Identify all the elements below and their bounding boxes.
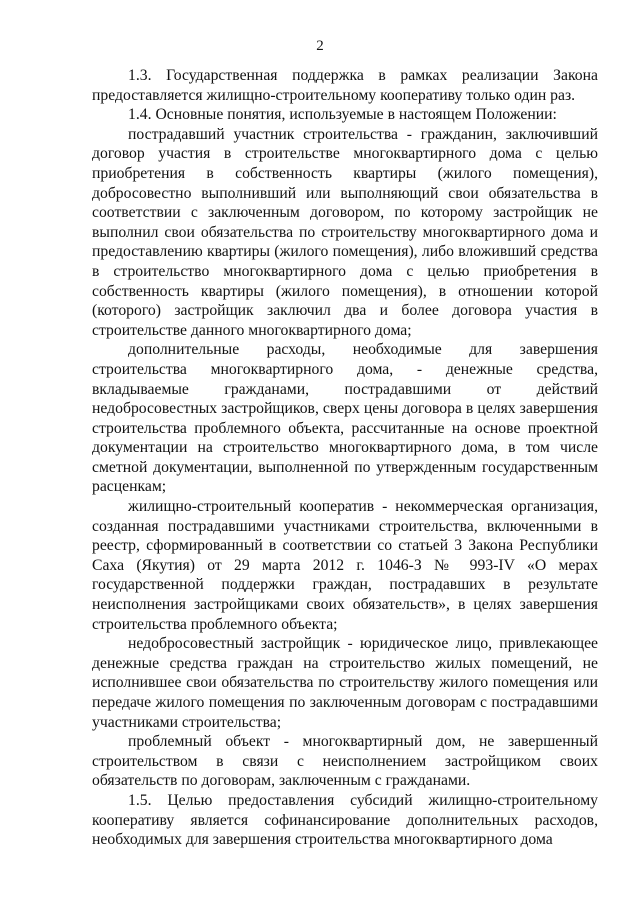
paragraph-1-3: 1.3. Государственная поддержка в рамках реализации Закона предоставляется жилищно-строительному кооперативу только один раз.: [92, 67, 598, 104]
page-number: 2: [316, 38, 324, 54]
document-body: [92, 66, 598, 850]
paragraph-1-4-heading: 1.4. Основные понятия, используемые в настоящем Положении:: [128, 106, 557, 124]
paragraph-1-5: 1.5. Целью предоставления субсидий жилищно-строительному кооперативу является софинансирование дополнительных расходов, необходимых для завершения строительства многоквартирного дома: [92, 791, 598, 849]
definition-additional-expenses: дополнительные расходы, необходимые для завершения строительства многоквартирного дома, - денежные средства, вкладываемые гражданами, пострадавшими от действий недобросовестных застройщиков, сверх цены договора в целях завершения строительства проблемного объекта, рассчитанные на основе проектной документации на строительство многоквартирного дома, в том числе сметной документации, выполненной по утвержденным государственным расценкам;: [92, 341, 598, 496]
definition-problem-object: проблемный объект - многоквартирный дом, не завершенный строительством в связи с неисполнением застройщиком своих обязательств по договорам, заключенным с гражданами.: [92, 733, 598, 790]
definition-housing-cooperative: жилищно-строительный кооператив - некоммерческая организация, созданная пострадавшими участниками строительства, включенными в реестр, сформированный в соответствии со статьей 3 Закона Республики Саха (Якутия) от 29 марта 2012 г. 1046-З № 993-IV «О мерах государственной поддержки граждан, пострадавших в результате неисполнения застройщиками своих обязательств», в целях завершения строительства проблемного объекта;: [92, 498, 598, 633]
definition-affected-participant: пострадавший участник строительства - гражданин, заключивший договор участия в строительстве многоквартирного дома с целью приобретения в собственность квартиры (жилого помещения), добросовестно выполнивший или выполняющий свои обязательства в соответствии с заключенным договором, по которому застройщик не выполнил свои обязательства по строительству многоквартирного дома и предоставлению квартиры (жилого помещения), либо вложивший средства в строительство многоквартирного дома с целью приобретения в собственность квартиры (жилого помещения), в отношении которой (которого) застройщик заключил два и более договора участия в строительстве данного многоквартирного дома;: [92, 125, 598, 339]
definition-unscrupulous-developer: недобросовестный застройщик - юридическое лицо, привлекающее денежные средства граждан на строительство жилых помещений, не исполнившее свои обязательства по строительству жилого помещения или передаче жилого помещения по заключенным договорам с пострадавшими участниками строительства;: [92, 635, 598, 731]
